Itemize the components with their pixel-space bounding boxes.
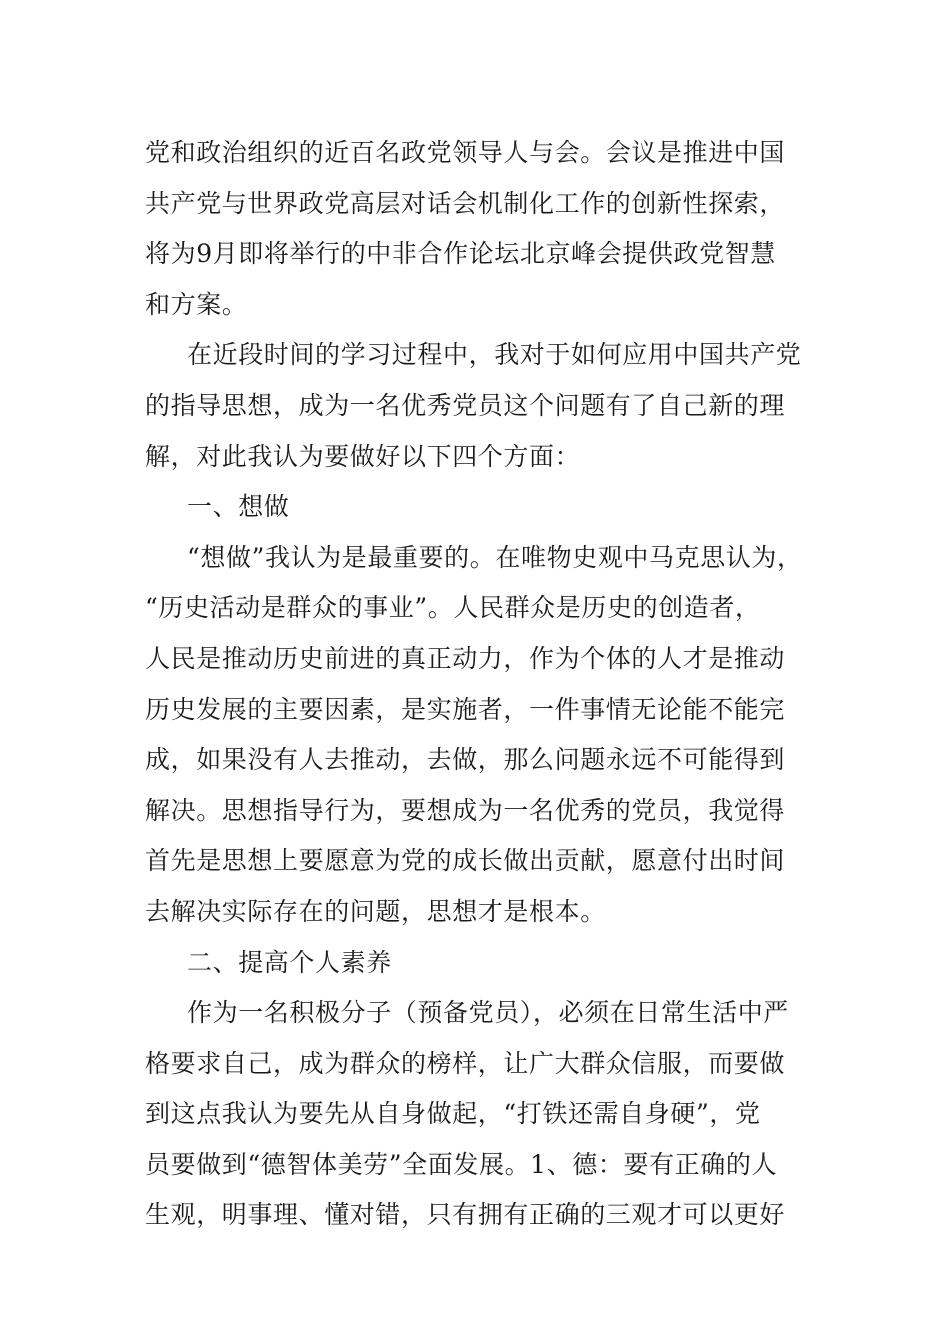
text-line: 共产党与世界政党高层对话会机制化工作的创新性探索，	[145, 188, 786, 218]
text-line: 到这点我认为要先从自身做起，“打铁还需自身硬”，党	[145, 1099, 761, 1129]
text-line: 党和政治组织的近百名政党领导人与会。会议是推进中国	[145, 138, 786, 167]
text-line: 解，对此我认为要做好以下四个方面：	[145, 441, 581, 471]
text-line: 人民是推动历史前进的真正动力，作为个体的人才是推动	[145, 643, 786, 673]
text-line: 成，如果没有人去推动，去做，那么问题永远不可能得到	[145, 745, 786, 775]
section-heading-2: 二、提高个人素养	[187, 947, 392, 977]
text-line: 的指导思想，成为一名优秀党员这个问题有了自己新的理	[145, 390, 786, 420]
text-line: 生观，明事理、懂对错，只有拥有正确的三观才可以更好	[145, 1200, 786, 1230]
text-line: 历史发展的主要因素，是实施者，一件事情无论能不能完	[145, 694, 786, 724]
text-line: “历史活动是群众的事业”。人民群众是历史的创造者，	[145, 593, 761, 623]
text-line: 解决。思想指导行为，要想成为一名优秀的党员，我觉得	[145, 795, 786, 825]
text-line: 员要做到“德智体美劳”全面发展。1、德：要有正确的人	[145, 1149, 778, 1179]
document-body	[145, 128, 825, 1241]
text-line: 格要求自己，成为群众的榜样，让广大群众信服，而要做	[145, 1048, 786, 1078]
paragraph-start-line: 作为一名积极分子（预备党员），必须在日常生活中严	[187, 998, 789, 1028]
text-line: 将为9月即将举行的中非合作论坛北京峰会提供政党智慧	[145, 239, 776, 269]
text-line: 去解决实际存在的问题，思想才是根本。	[145, 896, 606, 926]
paragraph-start-line: 在近段时间的学习过程中，我对于如何应用中国共产党	[187, 340, 802, 370]
paragraph-start-line: “想做”我认为是最重要的。在唯物史观中马克思认为，	[187, 542, 803, 572]
text-line: 首先是思想上要愿意为党的成长做出贡献，愿意付出时间	[145, 846, 786, 876]
section-heading-1: 一、想做	[187, 492, 290, 522]
text-line: 和方案。	[145, 289, 248, 319]
